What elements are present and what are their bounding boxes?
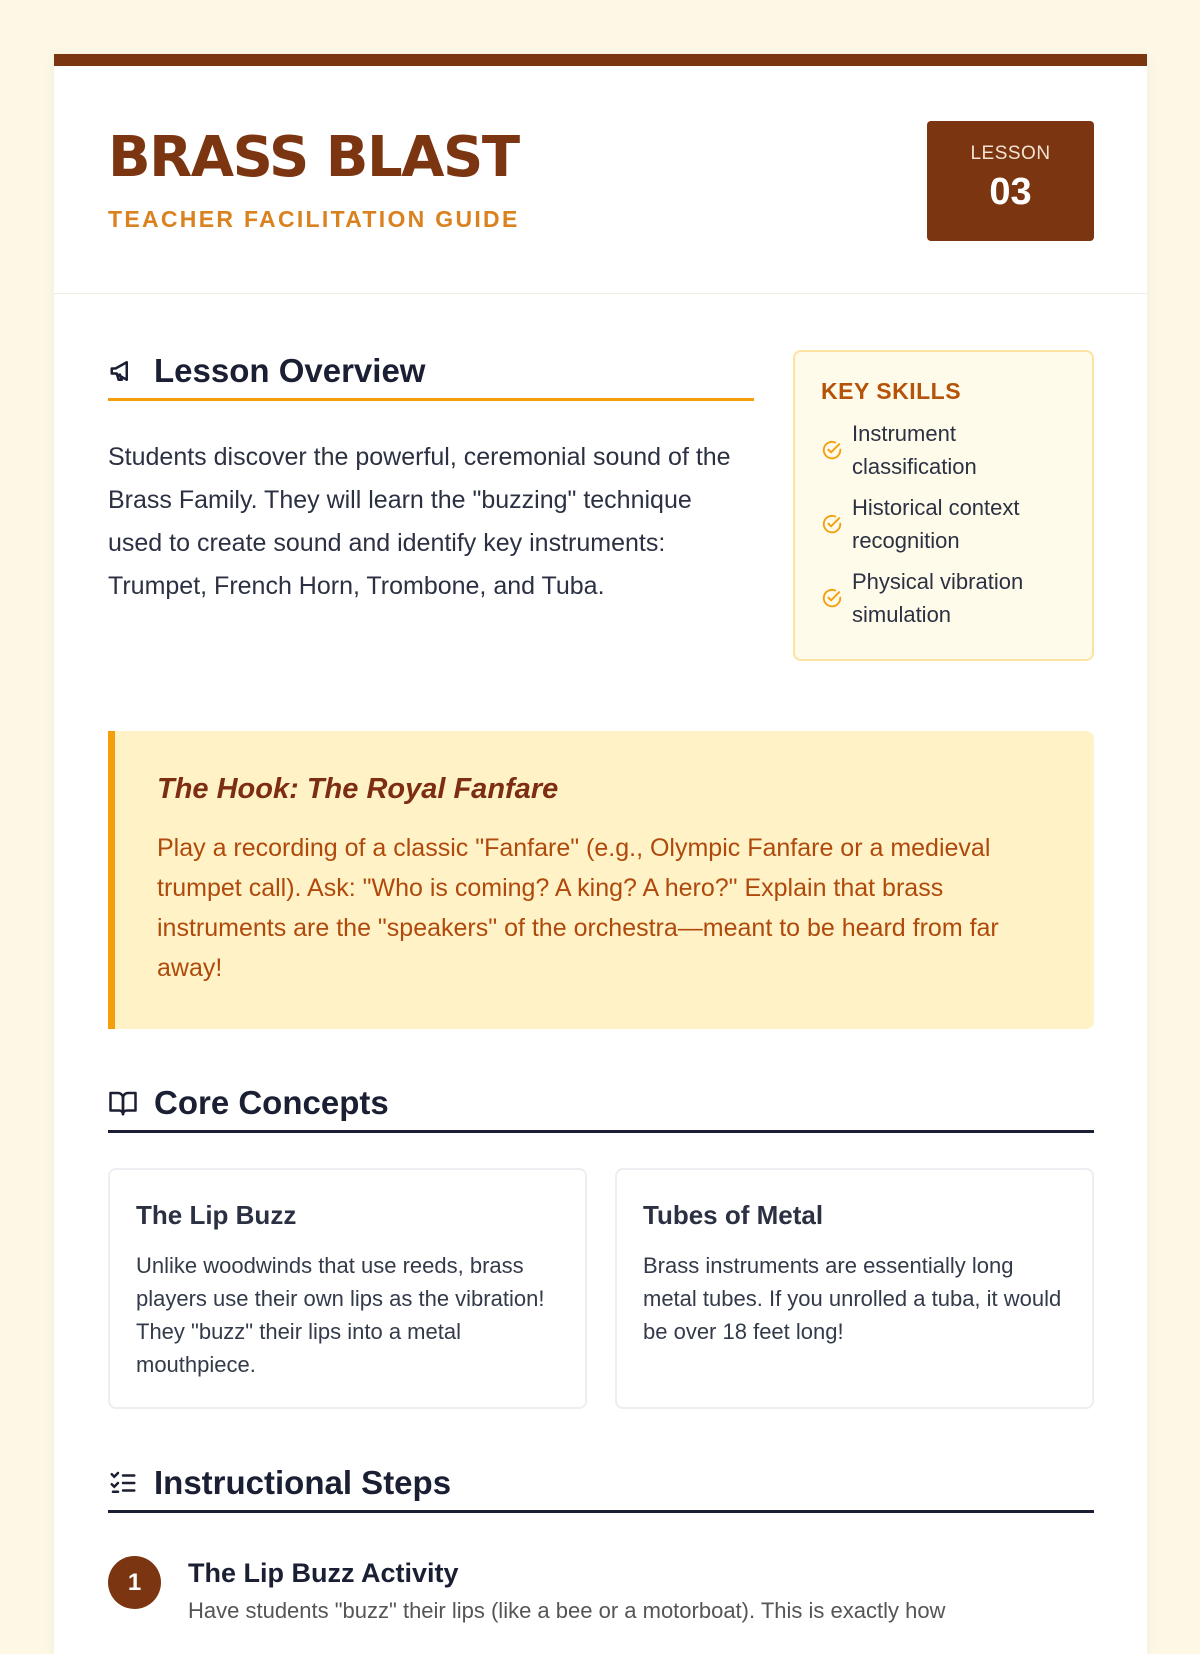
skill-text: Physical vibration simulation: [852, 569, 1024, 627]
steps-heading: [108, 1464, 1094, 1513]
lesson-number: 03: [989, 171, 1032, 213]
steps-title: Instructional Steps: [154, 1464, 452, 1501]
concept-card: [108, 1168, 587, 1409]
concept-card-text: Brass instruments are essentially long metal tubes. If you unrolled a tuba, it would be over 18 feet long!: [643, 1253, 1062, 1344]
page-header: [54, 66, 1147, 294]
check-circle-icon: [821, 439, 843, 461]
skill-item: [821, 565, 1066, 631]
hook-text: Play a recording of a classic "Fanfare" (e.g., Olympic Fanfare or a medieval trumpet call). Ask: "Who is coming? A king? A hero?" Explain that brass instruments are the "speakers" of the orchestra—meant to be heard from far away!: [157, 834, 999, 982]
page-title: BRASS BLAST: [108, 125, 519, 190]
hook-callout: [108, 731, 1094, 1029]
concepts-title: Core Concepts: [154, 1084, 389, 1121]
check-circle-icon: [821, 587, 843, 609]
step-title: The Lip Buzz Activity: [188, 1558, 459, 1588]
checklist-icon: [108, 1467, 140, 1499]
guide-page: [54, 54, 1147, 1654]
concepts-heading: [108, 1084, 1094, 1133]
megaphone-icon: [108, 355, 140, 387]
skill-item: [821, 491, 1066, 557]
key-skills-title: KEY SKILLS: [821, 378, 962, 404]
concept-card-text: Unlike woodwinds that use reeds, brass players use their own lips as the vibration! They "buzz" their lips into a metal mouthpiece.: [136, 1253, 545, 1377]
hook-title: The Hook: The Royal Fanfare: [157, 773, 559, 805]
overview-heading: [108, 352, 754, 401]
lesson-badge: [927, 121, 1094, 241]
open-book-icon: [108, 1087, 140, 1119]
page-subtitle: TEACHER FACILITATION GUIDE: [108, 206, 520, 232]
step-number: 1: [108, 1556, 161, 1609]
skill-text: Historical context recognition: [852, 495, 1020, 553]
concept-card-title: The Lip Buzz: [136, 1200, 297, 1230]
overview-title: Lesson Overview: [154, 352, 426, 389]
concept-card-title: Tubes of Metal: [643, 1200, 824, 1230]
skill-item: [821, 417, 1066, 483]
key-skills-box: [793, 350, 1094, 661]
step-text: Have students "buzz" their lips (like a bee or a motorboat). This is exactly how: [188, 1598, 946, 1623]
check-circle-icon: [821, 513, 843, 535]
concept-card: [615, 1168, 1094, 1409]
skill-text: Instrument classification: [852, 421, 977, 479]
overview-text: Students discover the powerful, ceremonial sound of the Brass Family. They will learn the "buzzing" technique used to create sound and identify key instruments: Trumpet, French Horn, Trombone, and Tuba.: [108, 443, 731, 600]
lesson-label: LESSON: [970, 143, 1051, 164]
